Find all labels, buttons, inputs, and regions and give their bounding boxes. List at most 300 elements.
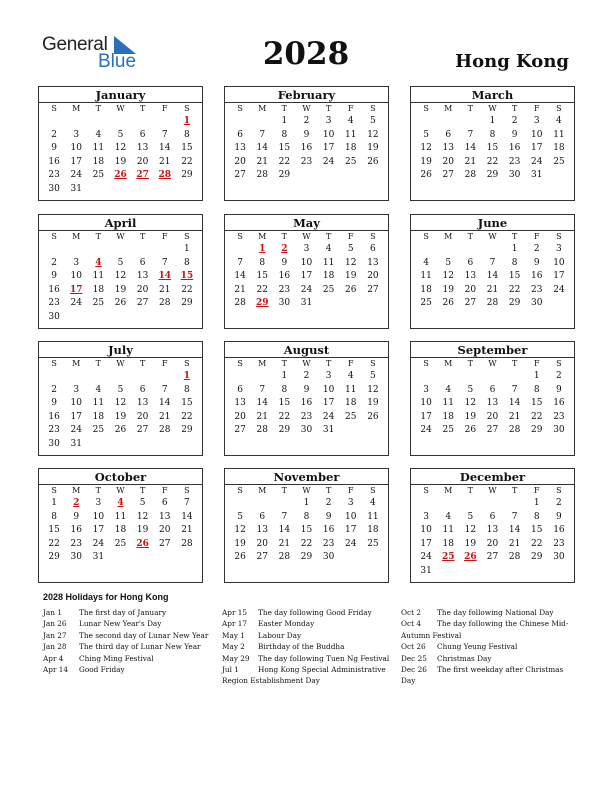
day: 10 (420, 398, 432, 409)
weekday-label: T (511, 359, 518, 368)
day: 7 (161, 384, 168, 395)
day: 23 (553, 411, 565, 422)
day: 23 (553, 538, 565, 549)
day: 25 (345, 156, 357, 167)
day: 27 (486, 425, 499, 436)
day: 7 (489, 257, 496, 268)
holiday-date: Oct 2 (401, 608, 421, 617)
holiday-date: Jan 1 (43, 608, 62, 617)
month-january (38, 86, 203, 201)
day: 4 (347, 116, 354, 126)
day: 21 (464, 156, 477, 167)
day: 15 (531, 525, 543, 536)
day: 5 (467, 511, 474, 522)
empty-cell (459, 115, 481, 129)
day: 7 (467, 129, 474, 140)
day: 19 (442, 284, 454, 295)
empty-cell (132, 115, 154, 129)
day: 14 (278, 525, 291, 536)
empty-cell (251, 497, 273, 511)
holiday-item (43, 618, 213, 629)
day: 14 (464, 143, 477, 154)
weekday-label: M (258, 486, 267, 495)
day: 6 (237, 384, 243, 395)
weekday-label: S (370, 486, 376, 495)
day: 1 (489, 116, 496, 126)
day: 20 (486, 538, 499, 549)
day: 12 (345, 257, 357, 268)
holiday-day: 4 (117, 498, 124, 508)
day: 5 (117, 129, 124, 140)
day: 26 (442, 298, 454, 309)
holiday-day: 28 (158, 170, 172, 181)
day: 9 (51, 271, 57, 282)
day: 10 (553, 257, 565, 268)
day: 30 (322, 552, 335, 563)
holiday-item (222, 653, 392, 664)
day: 31 (70, 183, 82, 194)
holiday-day: 26 (114, 170, 127, 181)
day: 6 (489, 384, 496, 395)
day: 15 (278, 398, 291, 409)
month-march (410, 86, 575, 201)
weekday-label: W (488, 486, 497, 495)
day: 21 (159, 411, 171, 422)
day: 4 (95, 129, 102, 140)
day: 30 (508, 170, 521, 181)
day: 27 (464, 298, 477, 309)
day: 30 (48, 311, 60, 322)
day: 6 (445, 129, 452, 140)
day: 18 (345, 143, 357, 154)
month-title: June (411, 216, 574, 231)
day: 21 (508, 538, 521, 549)
day: 7 (281, 511, 288, 522)
holiday-item (222, 641, 392, 652)
weekday-label: T (511, 486, 518, 495)
weekday-label: M (444, 232, 453, 241)
weekday-label: T (95, 359, 102, 368)
day: 8 (303, 511, 310, 522)
weekday-label: T (139, 359, 146, 368)
day: 26 (367, 156, 379, 167)
day: 8 (281, 129, 288, 140)
day: 8 (533, 384, 540, 395)
day: 25 (345, 411, 357, 422)
day: 30 (553, 425, 565, 436)
day: 5 (370, 371, 376, 381)
holiday-day: 17 (69, 284, 83, 295)
day: 30 (531, 298, 543, 309)
holiday-name: The second day of Lunar New Year (79, 630, 209, 640)
day: 5 (117, 384, 124, 395)
day: 27 (136, 425, 149, 436)
day: 11 (92, 143, 105, 154)
day: 14 (256, 398, 268, 409)
empty-cell (87, 243, 109, 257)
weekday-label: S (370, 359, 376, 368)
day: 27 (442, 170, 454, 181)
weekday-label: F (347, 359, 354, 368)
day: 29 (278, 170, 291, 181)
empty-cell (437, 115, 459, 129)
month-november (224, 468, 389, 583)
day: 15 (48, 525, 60, 536)
day: 24 (70, 170, 82, 181)
weekday-label: T (325, 232, 332, 241)
day: 3 (423, 511, 429, 522)
day: 19 (234, 538, 246, 549)
month-october (38, 468, 203, 583)
weekday-label: S (237, 104, 243, 113)
holiday-day: 2 (281, 244, 288, 254)
day: 24 (420, 425, 432, 436)
day: 29 (181, 425, 193, 436)
day: 7 (259, 129, 266, 140)
day: 22 (48, 538, 60, 549)
day: 8 (184, 257, 190, 268)
day: 22 (300, 538, 313, 549)
day: 4 (445, 384, 452, 395)
month-title: August (225, 343, 388, 358)
day: 18 (442, 538, 454, 549)
weekday-label: T (511, 104, 518, 113)
day: 15 (300, 525, 313, 536)
holiday-name: The day following Good Friday (258, 608, 372, 617)
weekday-label: S (237, 359, 243, 368)
day: 16 (508, 143, 521, 154)
day: 14 (508, 525, 521, 536)
day: 16 (553, 398, 565, 409)
holiday-name: Labour Day (258, 630, 302, 640)
weekday-label: F (161, 232, 168, 241)
holiday-day: 4 (95, 257, 102, 268)
day: 15 (181, 398, 193, 409)
holiday-date: Dec 25 (401, 653, 427, 663)
weekday-label: W (116, 359, 125, 368)
day: 22 (256, 284, 268, 295)
day: 4 (325, 244, 332, 254)
weekday-label: S (237, 486, 243, 495)
day: 18 (367, 525, 379, 536)
holiday-item (401, 618, 571, 641)
weekday-label: M (444, 104, 453, 113)
day: 1 (281, 116, 288, 126)
holiday-date: Jan 27 (43, 630, 67, 640)
empty-cell (415, 370, 437, 384)
weekday-label: F (347, 104, 354, 113)
day: 27 (136, 298, 149, 309)
holiday-item (401, 653, 571, 664)
day: 5 (423, 129, 429, 140)
day: 15 (278, 143, 291, 154)
day: 22 (181, 411, 193, 422)
day: 9 (533, 257, 540, 268)
day: 15 (531, 398, 543, 409)
day: 29 (181, 298, 193, 309)
holiday-item (43, 664, 213, 675)
day: 6 (489, 511, 496, 522)
empty-cell (459, 370, 481, 384)
empty-cell (87, 370, 109, 384)
day: 10 (420, 525, 432, 536)
day: 18 (442, 411, 454, 422)
day: 24 (322, 411, 335, 422)
month-may (224, 214, 389, 329)
holiday-item (222, 607, 392, 618)
day: 23 (48, 425, 60, 436)
day: 24 (531, 156, 543, 167)
day: 24 (322, 156, 335, 167)
day: 21 (278, 538, 291, 549)
holiday-item (43, 641, 213, 652)
day: 18 (322, 271, 335, 282)
weekday-label: S (51, 104, 57, 113)
day: 21 (159, 284, 171, 295)
holiday-day: 1 (183, 116, 191, 126)
day: 3 (556, 244, 562, 254)
day: 22 (278, 156, 291, 167)
weekday-label: T (281, 232, 288, 241)
day: 18 (420, 284, 432, 295)
day: 21 (256, 156, 268, 167)
weekday-label: M (258, 359, 267, 368)
day: 17 (420, 538, 432, 549)
day: 12 (114, 398, 127, 409)
day: 26 (464, 425, 477, 436)
day: 20 (256, 538, 268, 549)
day: 27 (234, 425, 246, 436)
day: 7 (161, 257, 168, 268)
day: 8 (489, 129, 496, 140)
day: 8 (259, 257, 266, 268)
month-title: February (225, 88, 388, 103)
country-title: Hong Kong (455, 51, 569, 72)
empty-cell (481, 497, 503, 511)
day: 1 (51, 498, 57, 508)
weekday-label: T (467, 104, 474, 113)
empty-cell (229, 243, 251, 257)
day: 7 (511, 384, 518, 395)
day: 23 (300, 156, 313, 167)
holiday-date: Oct 4 (401, 619, 421, 629)
weekday-label: W (302, 104, 311, 113)
day: 5 (347, 244, 354, 254)
holiday-day: 14 (158, 271, 172, 282)
day: 18 (553, 143, 565, 154)
weekday-label: S (51, 232, 57, 241)
holiday-name: Birthday of the Buddha (258, 642, 345, 652)
empty-cell (109, 370, 131, 384)
holiday-day: 15 (180, 271, 194, 282)
weekday-label: T (95, 486, 102, 495)
day: 3 (73, 257, 80, 268)
day: 13 (486, 525, 499, 536)
day: 16 (553, 525, 565, 536)
day: 7 (237, 257, 243, 268)
day: 9 (303, 384, 310, 395)
day: 28 (508, 552, 521, 563)
day: 28 (159, 298, 171, 309)
weekday-label: W (116, 232, 125, 241)
day: 31 (420, 565, 432, 576)
day: 25 (367, 538, 379, 549)
day: 1 (533, 371, 540, 381)
holiday-day: 27 (136, 170, 149, 181)
day: 19 (114, 411, 127, 422)
weekday-label: W (116, 104, 125, 113)
day: 16 (300, 143, 313, 154)
day: 5 (117, 257, 124, 268)
empty-cell (154, 243, 176, 257)
month-february (224, 86, 389, 201)
day: 16 (48, 411, 60, 422)
day: 6 (370, 244, 376, 254)
weekday-label: T (139, 486, 146, 495)
day: 4 (445, 511, 452, 522)
day: 9 (511, 129, 518, 140)
day: 29 (300, 552, 313, 563)
day: 11 (322, 257, 335, 268)
day: 29 (531, 552, 543, 563)
day: 13 (464, 271, 477, 282)
day: 20 (136, 156, 149, 167)
weekday-label: S (556, 359, 562, 368)
logo-general-text: General (42, 34, 108, 55)
day: 18 (345, 398, 357, 409)
day: 8 (184, 384, 190, 395)
day: 24 (420, 552, 432, 563)
holiday-day: 29 (255, 298, 269, 309)
day: 11 (367, 511, 379, 522)
day: 26 (234, 552, 246, 563)
weekday-label: T (281, 359, 288, 368)
day: 14 (256, 143, 268, 154)
day: 1 (303, 498, 310, 508)
holiday-name: Chung Yeung Festival (437, 642, 518, 652)
day: 19 (367, 398, 379, 409)
holiday-item (401, 607, 571, 618)
day: 12 (114, 143, 127, 154)
day: 3 (347, 498, 354, 508)
holiday-date: Jan 26 (43, 619, 67, 629)
day: 19 (114, 284, 127, 295)
holiday-item (43, 607, 213, 618)
month-title: October (39, 470, 202, 485)
weekday-label: S (51, 486, 57, 495)
month-title: November (225, 470, 388, 485)
day: 22 (278, 411, 291, 422)
holiday-name: The first weekday after Christmas Day (401, 665, 564, 686)
weekday-label: T (467, 232, 474, 241)
day: 10 (70, 143, 82, 154)
day: 15 (486, 143, 499, 154)
holiday-column (401, 607, 571, 687)
empty-cell (504, 370, 526, 384)
day: 21 (486, 284, 499, 295)
holiday-item (401, 641, 571, 652)
day: 20 (367, 271, 379, 282)
holiday-date: Oct 26 (401, 642, 426, 652)
empty-cell (415, 243, 437, 257)
empty-cell (43, 370, 65, 384)
day: 26 (420, 170, 432, 181)
day: 17 (322, 398, 335, 409)
empty-cell (251, 370, 273, 384)
weekday-label: M (258, 104, 267, 113)
day: 20 (234, 411, 246, 422)
empty-cell (251, 115, 273, 129)
empty-cell (132, 243, 154, 257)
day: 21 (181, 525, 193, 536)
holiday-date: Jan 28 (43, 642, 67, 652)
day: 18 (114, 525, 127, 536)
empty-cell (273, 497, 295, 511)
day: 9 (303, 129, 310, 140)
holiday-name: The third day of Lunar New Year (79, 642, 201, 652)
day: 7 (161, 129, 168, 140)
day: 1 (511, 244, 518, 254)
day: 29 (278, 425, 291, 436)
day: 20 (234, 156, 246, 167)
weekday-label: T (281, 486, 288, 495)
day: 17 (531, 143, 543, 154)
day: 1 (281, 371, 288, 381)
day: 11 (442, 398, 454, 409)
day: 3 (533, 116, 540, 126)
weekday-label: W (488, 232, 497, 241)
day: 13 (136, 143, 149, 154)
month-june (410, 214, 575, 329)
day: 9 (73, 511, 80, 522)
day: 22 (531, 538, 543, 549)
day: 10 (70, 398, 82, 409)
day: 28 (486, 298, 499, 309)
empty-cell (229, 370, 251, 384)
day: 4 (347, 371, 354, 381)
day: 13 (486, 398, 499, 409)
weekday-label: T (325, 359, 332, 368)
day: 6 (139, 129, 146, 140)
day: 25 (553, 156, 565, 167)
day: 13 (234, 398, 246, 409)
day: 4 (95, 384, 102, 395)
day: 3 (325, 371, 332, 381)
day: 30 (48, 438, 60, 449)
day: 18 (92, 411, 105, 422)
day: 22 (181, 284, 193, 295)
empty-cell (154, 370, 176, 384)
day: 22 (508, 284, 521, 295)
weekday-label: M (72, 104, 81, 113)
page-title: 2028 (262, 36, 350, 72)
day: 31 (322, 425, 335, 436)
day: 12 (442, 271, 454, 282)
holiday-day: 1 (259, 244, 266, 254)
day: 19 (464, 538, 477, 549)
holiday-name: Hong Kong Special Administrative Region Establishment Day (222, 665, 386, 686)
weekday-label: T (511, 232, 518, 241)
day: 2 (556, 371, 562, 381)
day: 3 (73, 129, 80, 140)
day: 2 (556, 498, 562, 508)
day: 8 (281, 384, 288, 395)
empty-cell (43, 115, 65, 129)
empty-cell (43, 243, 65, 257)
weekday-label: W (302, 232, 311, 241)
weekday-label: F (347, 232, 354, 241)
day: 13 (442, 143, 454, 154)
